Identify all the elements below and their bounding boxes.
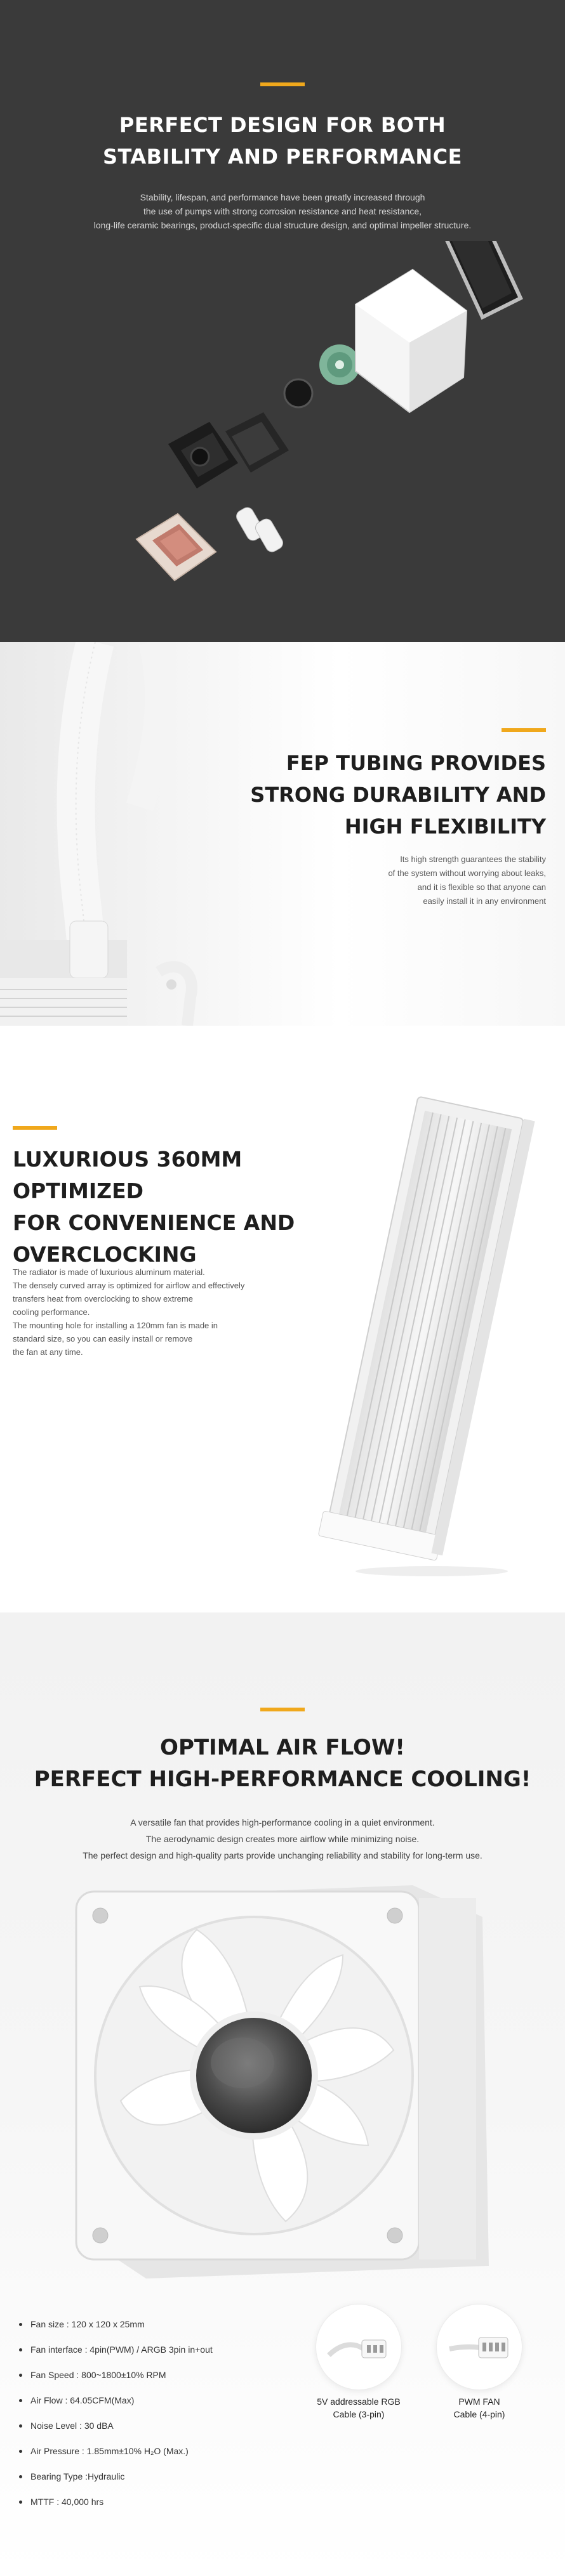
title-line: STRONG DURABILITY AND <box>250 783 546 807</box>
radiator-image <box>273 1089 546 1584</box>
desc-line: standard size, so you can easily install or remove <box>13 1334 193 1344</box>
spec-item: Air Pressure : 1.85mm±10% H₂O (Max.) <box>19 2438 298 2464</box>
section-title <box>0 1732 565 1795</box>
title-line: PERFECT DESIGN FOR BOTH <box>119 113 446 137</box>
section-pump-design <box>0 0 565 642</box>
desc-line: transfers heat from overclocking to show extreme <box>13 1294 193 1304</box>
pump-cap <box>356 270 467 412</box>
pump-core <box>225 379 312 473</box>
title-line: PERFECT HIGH-PERFORMANCE COOLING! <box>34 1767 531 1792</box>
section-radiator <box>0 1026 565 1612</box>
desc-line: The mounting hole for installing a 120mm fan is made in <box>13 1321 218 1330</box>
desc-line: The radiator is made of luxurious aluminum material. <box>13 1267 205 1277</box>
desc-line: long-life ceramic bearings, product-specific dual structure design, and optimal impeller structure. <box>93 220 472 230</box>
title-line: FEP TUBING PROVIDES <box>286 751 546 775</box>
title-line: LUXURIOUS 360MM OPTIMIZED <box>13 1147 243 1203</box>
fan-image <box>70 1885 502 2279</box>
title-line: FOR CONVENIENCE AND <box>13 1210 295 1235</box>
argb-connector-image <box>316 2304 402 2390</box>
cable-caption <box>432 2395 527 2421</box>
section-description <box>0 1814 565 1864</box>
desc-line: A versatile fan that provides high-performance cooling in a quiet environment. <box>130 1817 435 1827</box>
spec-list <box>19 2311 298 2514</box>
title-line: OVERCLOCKING <box>13 1242 197 1267</box>
accent-bar <box>260 82 305 86</box>
section-title <box>216 747 546 842</box>
desc-line: Stability, lifespan, and performance have been greatly increased through <box>140 192 425 202</box>
caption-line: Cable (4-pin) <box>453 2409 505 2419</box>
argb-cable <box>311 2304 406 2421</box>
impeller <box>319 344 360 385</box>
pump-exploded-image <box>0 241 565 622</box>
desc-line: The densely curved array is optimized for airflow and effectively <box>13 1281 245 1290</box>
spec-item: Bearing Type :Hydraulic <box>19 2464 298 2489</box>
spec-item: Noise Level : 30 dBA <box>19 2413 298 2438</box>
spec-item: Air Flow : 64.05CFM(Max) <box>19 2388 298 2413</box>
desc-line: the use of pumps with strong corrosion resistance and heat resistance, <box>143 206 422 216</box>
desc-line: The perfect design and high-quality parts provide unchanging reliability and stability for long-term use. <box>83 1850 482 1860</box>
desc-line: cooling performance. <box>13 1307 90 1317</box>
spec-item: Fan size : 120 x 120 x 25mm <box>19 2311 298 2337</box>
accent-bar <box>260 1708 305 1711</box>
tube-fittings <box>234 505 285 554</box>
desc-line: of the system without worrying about leaks, <box>388 868 546 878</box>
spec-item: Fan interface : 4pin(PWM) / ARGB 3pin in+out <box>19 2337 298 2362</box>
section-fan <box>0 1612 565 2576</box>
caption-line: 5V addressable RGB <box>317 2396 401 2407</box>
section-description <box>0 190 565 232</box>
cable-caption <box>311 2395 406 2421</box>
title-line: HIGH FLEXIBILITY <box>344 814 546 839</box>
section-description <box>13 1265 279 1359</box>
pwm-connector-image <box>436 2304 522 2390</box>
spec-item: MTTF : 40,000 hrs <box>19 2489 298 2514</box>
caption-line: Cable (3-pin) <box>333 2409 385 2419</box>
section-title <box>0 109 565 173</box>
copper-base-plate <box>136 514 216 580</box>
accent-bar <box>13 1126 57 1130</box>
section-fep-tubing <box>0 642 565 1026</box>
desc-line: The aerodynamic design creates more airflow while minimizing noise. <box>145 1834 420 1844</box>
spec-item: Fan Speed : 800~1800±10% RPM <box>19 2362 298 2388</box>
section-description <box>279 853 546 908</box>
desc-line: the fan at any time. <box>13 1347 83 1357</box>
title-line: OPTIMAL AIR FLOW! <box>160 1735 405 1760</box>
desc-line: easily install it in any environment <box>423 896 546 906</box>
pwm-cable <box>432 2304 527 2421</box>
caption-line: PWM FAN <box>458 2396 500 2407</box>
accent-bar <box>502 728 546 732</box>
title-line: STABILITY AND PERFORMANCE <box>102 145 463 169</box>
desc-line: Its high strength guarantees the stability <box>400 854 546 864</box>
desc-line: and it is flexible so that anyone can <box>417 882 546 892</box>
